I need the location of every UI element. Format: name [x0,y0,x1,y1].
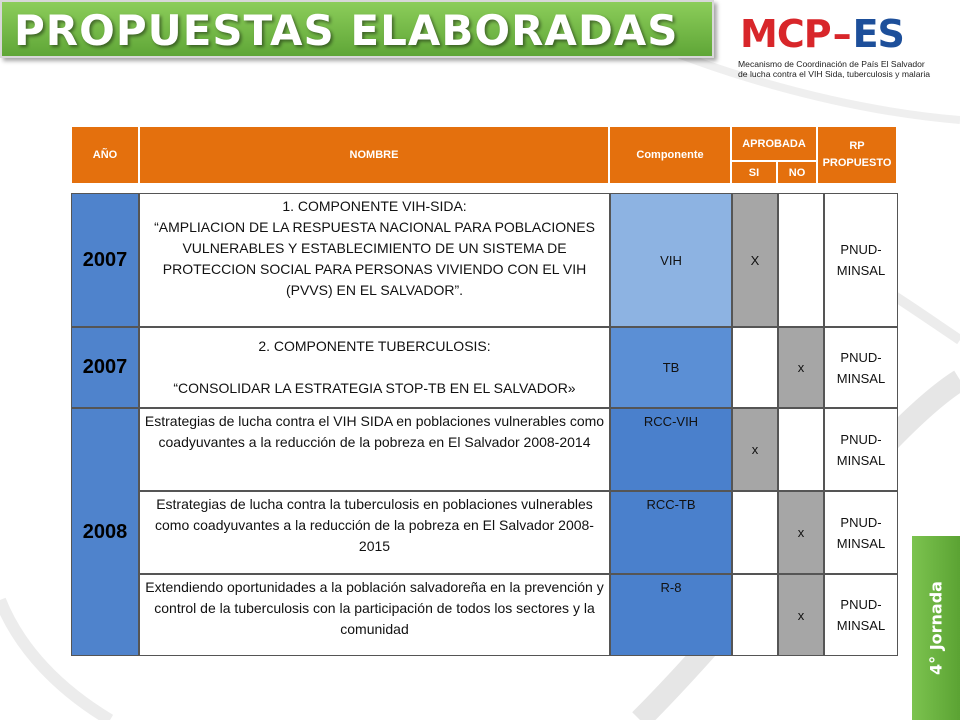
mcp-es-logo [730,12,955,92]
row-1-rp: PNUD- MINSAL [824,193,898,327]
logo-mcp-text: MCP [740,12,831,56]
row-1-component: VIH [610,193,732,327]
row-4-rp: PNUD- MINSAL [824,491,898,574]
row-3-rp: PNUD- MINSAL [824,408,898,491]
logo-subtitle [738,59,958,79]
row-1-year: 2007 [71,193,139,327]
header-name: NOMBRE [139,126,609,184]
logo-wordmark [740,12,904,56]
row-4-component: RCC-TB [610,491,732,574]
header-rp: RP PROPUESTO [817,126,897,184]
row-2008-year-label: 2008 [82,520,128,543]
row-4-name: Estrategias de lucha contra la tuberculosis en poblaciones vulnerables como coadyuvantes a la reducción de la pobreza en El Salvador 2008-2015 [139,491,610,574]
row-5-approved-no: x [778,574,824,656]
row-3-name: Estrategias de lucha contra el VIH SIDA en poblaciones vulnerables como coadyuvantes a la reducción de la pobreza en El Salvador 2008-2014 [139,408,610,491]
logo-es-text: ES [852,12,904,56]
row-3-component: RCC-VIH [610,408,732,491]
header-approved: APROBADA [731,126,817,161]
row-4-approved-no: x [778,491,824,574]
row-1-name: 1. COMPONENTE VIH-SIDA: “AMPLIACION DE LA RESPUESTA NACIONAL PARA POBLACIONES VULNERABLES Y ESTABLECIMIENTO DE UN SISTEMA DE PROTECCION SOCIAL PARA PERSONAS VIVIENDO CON EL VIH (PVVS) EN EL SALVADOR”. [139,193,610,327]
row-3-approved-no [778,408,824,491]
logo-subtitle-line1: Mecanismo de Coordinación de País El Salvador [738,59,925,69]
row-5-approved-si [732,574,778,656]
row-2-year: 2007 [71,327,139,408]
header-component: Componente [609,126,731,184]
title-banner [0,0,714,58]
row-2-rp: PNUD- MINSAL [824,327,898,408]
logo-dash: – [832,12,851,56]
row-1-approved-no [778,193,824,327]
header-year: AÑO [71,126,139,184]
header-si: SI [731,161,777,184]
logo-subtitle-line2: de lucha contra el VIH Sida, tuberculosis y malaria [738,69,931,79]
row-1-approved-si: X [732,193,778,327]
row-5-name: Extendiendo oportunidades a la población salvadoreña en la prevención y control de la tuberculosis con la participación de todos los sectores y la comunidad [139,574,610,656]
row-5-component: R-8 [610,574,732,656]
row-2-component: TB [610,327,732,408]
row-2-approved-si [732,327,778,408]
row-2008-year [71,408,139,656]
row-4-approved-si [732,491,778,574]
jornada-tab [912,536,960,720]
page-title: PROPUESTAS ELABORADAS [14,6,679,55]
row-2-name: 2. COMPONENTE TUBERCULOSIS: “CONSOLIDAR LA ESTRATEGIA STOP-TB EN EL SALVADOR» [139,327,610,408]
row-3-approved-si: x [732,408,778,491]
jornada-label: 4° Jornada [926,581,946,675]
header-no: NO [777,161,817,184]
row-5-rp: PNUD- MINSAL [824,574,898,656]
row-2-approved-no: x [778,327,824,408]
